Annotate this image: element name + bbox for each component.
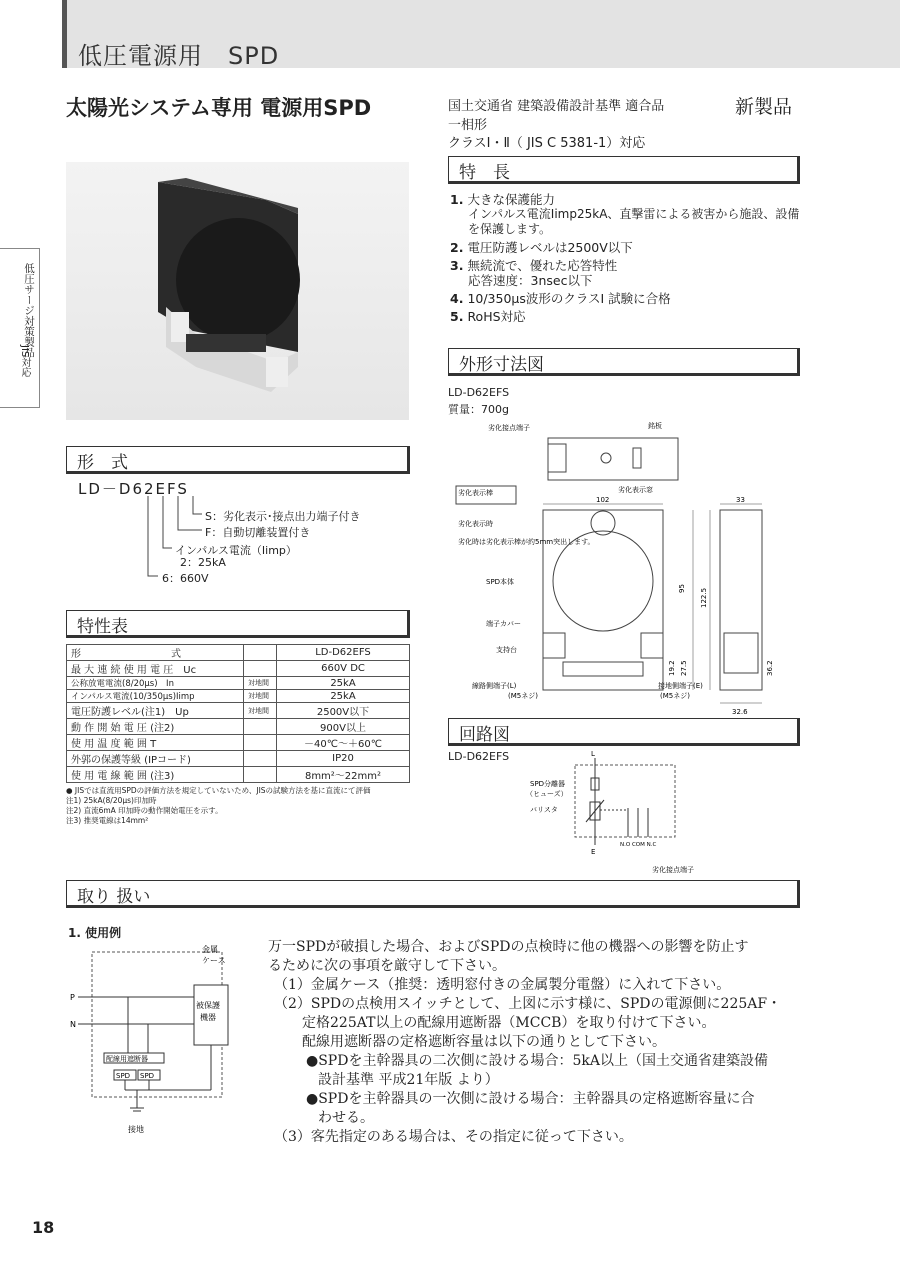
new-product-badge: 新製品 xyxy=(735,96,793,118)
side-tab xyxy=(0,248,40,408)
diagram-case-2: ケース xyxy=(202,956,226,965)
product-photo xyxy=(66,162,409,420)
circuit-terminal: 劣化接点端子 xyxy=(652,866,694,874)
spec-notes xyxy=(66,786,426,826)
compliance-line-2: 一相形 xyxy=(448,118,488,133)
side-tab-label-1: 低圧サージ対策製品 xyxy=(23,263,35,358)
circuit-model: LD-D62EFS xyxy=(448,750,510,763)
feature-item: 5. RoHS対応 xyxy=(450,309,526,324)
circuit-disconnector: SPD分離器 xyxy=(530,780,566,788)
handling-heading: 取り 扱い xyxy=(66,880,800,908)
label-body: SPD本体 xyxy=(486,578,515,586)
model-v: 6：660V xyxy=(162,572,209,585)
label-nameplate: 銘板 xyxy=(648,422,662,430)
side-tab-label-2: JIS対応 xyxy=(19,345,30,378)
circuit-contacts: N.O COM N.C xyxy=(620,842,657,848)
table-row: 電圧防護レベル(注1) Up 対地間 2500V以下 xyxy=(67,703,410,719)
label-deg-when: 劣化表示時 xyxy=(458,520,493,528)
spec-table xyxy=(66,644,410,783)
diagram-breaker: 配線用遮断器 xyxy=(106,1055,148,1063)
handling-text xyxy=(268,938,800,1147)
label-earth-term: 接地側端子(E) xyxy=(658,682,703,690)
dimensions-weight: 質量：700g xyxy=(448,403,509,416)
model-s: S：劣化表示･接点出力端子付き xyxy=(205,510,361,523)
table-row: 最 大 連 続 使 用 電 圧 Uc 660V DC xyxy=(67,661,410,677)
dim-19-2: 19.2 xyxy=(668,660,676,676)
dim-122: 122.5 xyxy=(700,587,708,608)
label-line-screw: (M5ネジ) xyxy=(508,692,538,700)
table-row: インパルス電流(10/350μs)Iimp 対地間 25kA xyxy=(67,690,410,703)
table-row: 使 用 電 線 範 囲 (注3) 8mm²～22mm² xyxy=(67,767,410,783)
model-code: LD－D62EFS xyxy=(78,480,189,498)
spec-note: ● JISでは直流用SPDの評価方法を規定していないため、JISの試験方法を基に直流にて評価 xyxy=(66,786,371,795)
circuit-label-L: L xyxy=(591,750,595,758)
dim-36-2: 36.2 xyxy=(766,660,774,676)
spec-note: 注3) 推奨電線は14mm² xyxy=(66,816,149,825)
dim-32-6: 32.6 xyxy=(732,708,748,716)
feature-item: 4. 10/350μs波形のクラスⅠ 試験に合格 xyxy=(450,291,671,306)
table-row: 使 用 温 度 範 囲 T －40℃～＋60℃ xyxy=(67,735,410,751)
table-row: 公称放電電流(8/20μs) In 対地間 25kA xyxy=(67,677,410,690)
handling-line: ●SPDを主幹器具の一次側に設ける場合：主幹器具の定格遮断容量に合 xyxy=(306,1091,755,1107)
label-deg-indicator: 劣化表示窓 xyxy=(618,486,653,494)
feature-list xyxy=(450,192,800,324)
circuit-diagram xyxy=(520,750,730,880)
handling-line: （1）金属ケース（推奨：透明窓付きの金属製分電盤）に入れて下さい。 xyxy=(274,977,731,993)
usage-diagram xyxy=(68,940,248,1140)
compliance-line-1: 国土交通省 建築設備設計基準 適合品 xyxy=(448,99,665,114)
page-number: 18 xyxy=(32,1218,55,1237)
circuit-fuse: （ヒューズ） xyxy=(526,790,568,798)
diagram-protected-2: 機器 xyxy=(200,1013,216,1022)
circuit-label-E: E xyxy=(591,848,596,856)
handling-line: 配線用遮断器の定格遮断容量は以下の通りとして下さい。 xyxy=(302,1034,666,1050)
diagram-spd-1: SPD xyxy=(116,1072,131,1080)
dim-102: 102 xyxy=(596,496,610,504)
feature-item: 3. 無続流で、優れた応答特性 xyxy=(450,258,618,273)
handling-line: （2）SPDの点検用スイッチとして、上図に示す様に、SPDの電源側に225AF・ xyxy=(274,996,782,1012)
diagram-case-1: 金属 xyxy=(202,945,218,954)
dim-95: 95 xyxy=(678,584,686,593)
feature-item-sub: インパルス電流Iimp25kA、直撃雷による被害から施設、設備を保護します。 xyxy=(468,207,800,236)
table-row: 外郭の保護等級 (IPコード) IP20 xyxy=(67,751,410,767)
feature-item: 2. 電圧防護レベルは2500V以下 xyxy=(450,240,633,255)
dimensions-heading: 外形寸法図 xyxy=(448,348,800,376)
label-deg-terminal: 劣化接点端子 xyxy=(488,424,530,432)
label-cover: 端子カバー xyxy=(486,620,521,628)
label-line-term: 線路側端子(L) xyxy=(472,682,517,690)
dim-33: 33 xyxy=(736,496,745,504)
model-imp-1: インパルス電流（Iimp） xyxy=(175,544,297,557)
model-imp-2: 2：25kA xyxy=(180,556,226,569)
handling-line: 万一SPDが破損した場合、およびSPDの点検時に他の機器への影響を防止す xyxy=(268,939,749,955)
spec-note: 注1) 25kA(8/20μs)印加時 xyxy=(66,796,157,805)
product-title: 太陽光システム専用 電源用SPD xyxy=(66,96,372,120)
model-f: F：自動切離装置付き xyxy=(205,526,311,539)
diagram-N: N xyxy=(70,1020,76,1029)
circuit-heading: 回路図 xyxy=(448,718,800,746)
table-row: 形 式 LD-D62EFS xyxy=(67,645,410,661)
diagram-spd-2: SPD xyxy=(140,1072,155,1080)
circuit-varistor: バリスタ xyxy=(530,806,558,814)
handling-sub: 1. 使用例 xyxy=(68,926,122,940)
dimensions-model: LD-D62EFS xyxy=(448,386,510,399)
dimension-drawing xyxy=(448,418,790,718)
table-row: 動 作 開 始 電 圧 (注2) 900V以上 xyxy=(67,719,410,735)
label-deg-display: 劣化表示棒 xyxy=(458,489,493,497)
model-heading: 形 式 xyxy=(66,446,410,474)
dim-27-5: 27.5 xyxy=(680,660,688,676)
label-earth-screw: (M5ネジ) xyxy=(660,692,690,700)
compliance-line-3: クラスⅠ・Ⅱ（ JIS C 5381-1）対応 xyxy=(448,136,646,151)
label-stand: 支持台 xyxy=(496,646,517,654)
diagram-P: P xyxy=(70,993,75,1002)
handling-line: わせる。 xyxy=(318,1110,374,1126)
handling-line: 設計基準 平成21年版 より） xyxy=(318,1072,499,1088)
handling-line: ●SPDを主幹器具の二次側に設ける場合：5kA以上（国土交通省建築設備 xyxy=(306,1053,768,1069)
diagram-ground: 接地 xyxy=(128,1125,144,1134)
label-deg-note: 劣化時は劣化表示棒が約5mm突出します。 xyxy=(458,538,595,546)
handling-line: るために次の事項を厳守して下さい。 xyxy=(268,958,506,974)
handling-line: 定格225AT以上の配線用遮断器（MCCB）を取り付けて下さい。 xyxy=(302,1015,716,1031)
diagram-protected-1: 被保護 xyxy=(196,1001,220,1010)
spec-note: 注2) 直流6mA 印加時の動作開始電圧を示す。 xyxy=(66,806,223,815)
spec-heading: 特性表 xyxy=(66,610,410,638)
features-heading: 特 長 xyxy=(448,156,800,184)
handling-line: （3）客先指定のある場合は、その指定に従って下さい。 xyxy=(274,1129,633,1145)
feature-item: 1. 大きな保護能力 xyxy=(450,192,555,207)
page-header-title: 低圧電源用 SPD xyxy=(78,42,280,70)
feature-item-sub: 応答速度：3nsec以下 xyxy=(468,273,593,288)
